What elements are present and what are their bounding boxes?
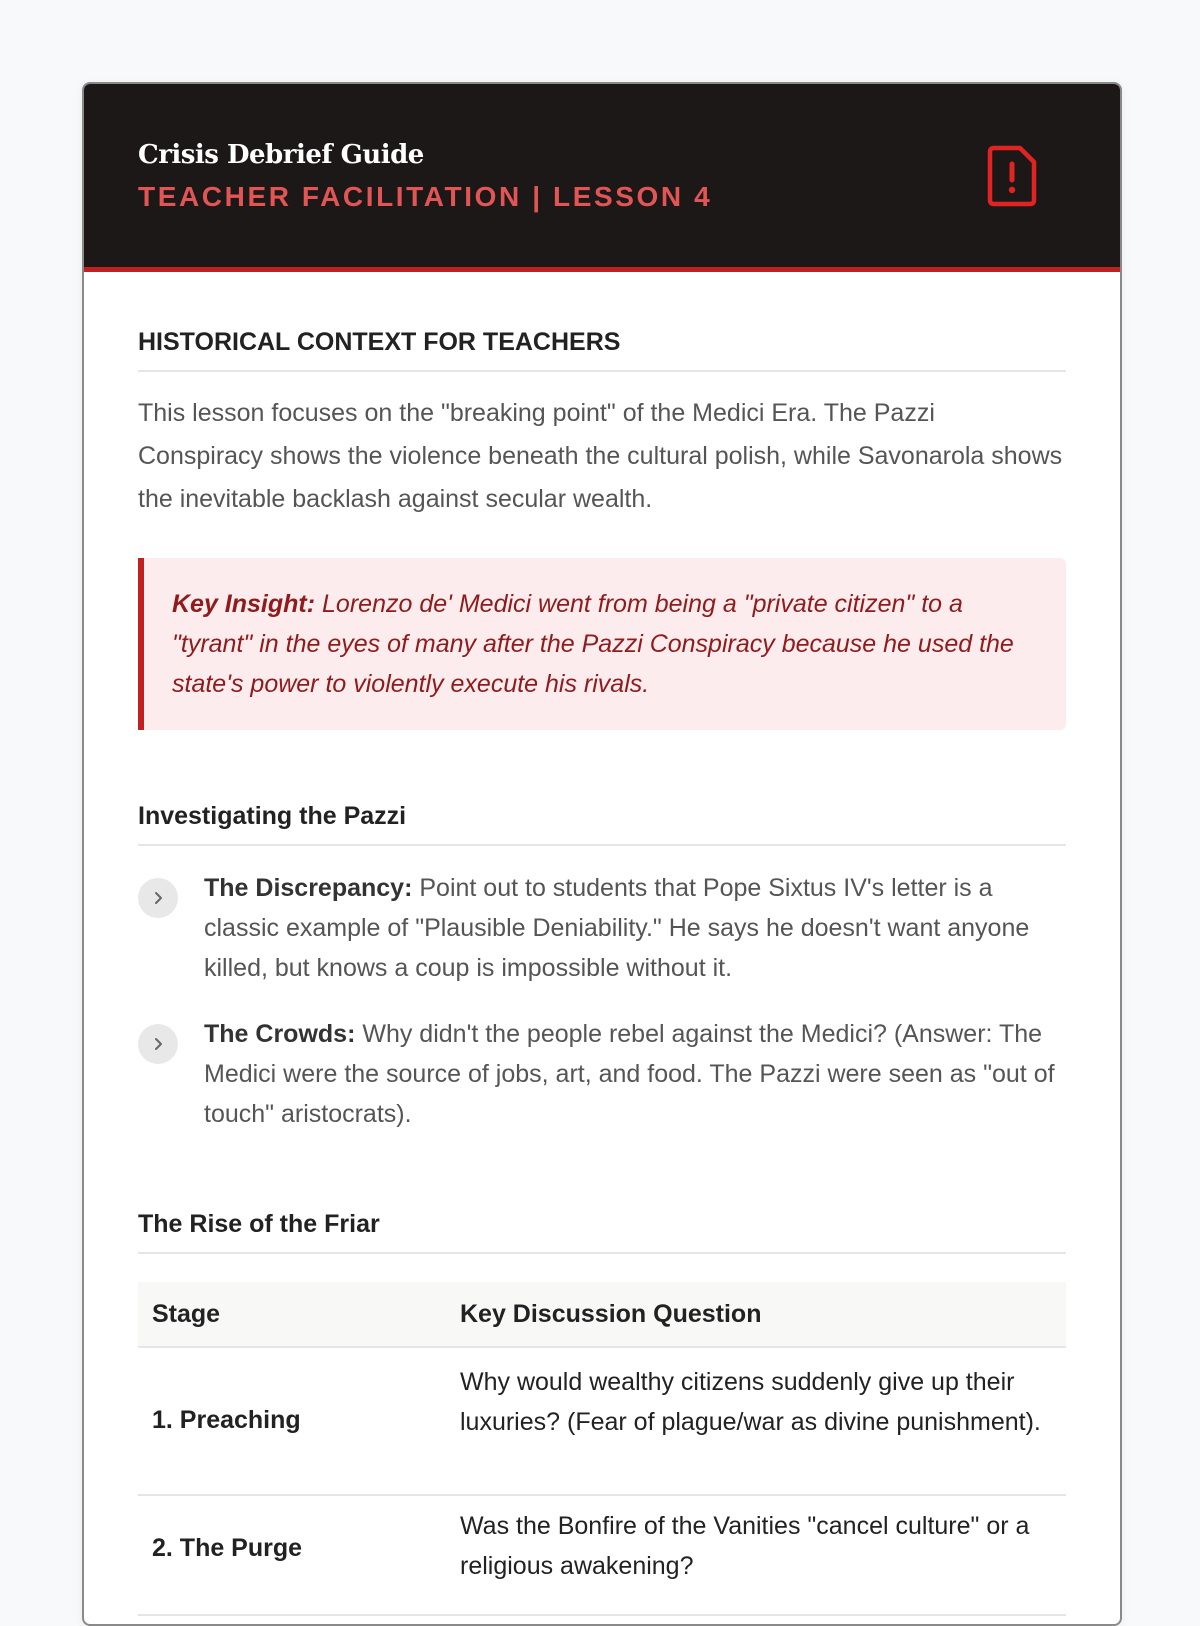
- key-insight-callout: [138, 558, 1066, 730]
- guide-subtitle: TEACHER FACILITATION | LESSON 4: [138, 181, 713, 212]
- discussion-table: [138, 1282, 1066, 1616]
- key-insight-text: Lorenzo de' Medici went from being a "private citizen" to a "tyrant" in the eyes of many after the Pazzi Conspiracy because he used the state's power to violently execute his rivals.: [172, 590, 1014, 698]
- guide-title: Crisis Debrief Guide: [138, 140, 424, 170]
- context-body: This lesson focuses on the "breaking point" of the Medici Era. The Pazzi Conspiracy shows the violence beneath the cultural polish, while Savonarola shows the inevitable backlash against secular wealth.: [138, 399, 1063, 513]
- chevron-right-icon: [138, 878, 178, 918]
- table-row: [138, 1348, 1066, 1496]
- stage-cell: 1. Preaching: [152, 1406, 301, 1434]
- context-heading: HISTORICAL CONTEXT FOR TEACHERS: [138, 328, 1066, 372]
- point-label: The Crowds:: [204, 1020, 356, 1048]
- point-text: [204, 868, 1066, 988]
- stage-cell: 2. The Purge: [152, 1534, 303, 1562]
- point-body: Why didn't the people rebel against the Medici? (Answer: The Medici were the source of jobs, art, and food. The Pazzi were seen as "out of touch" aristocrats).: [204, 1020, 1055, 1128]
- table-header: [138, 1282, 1066, 1348]
- point-body: Point out to students that Pope Sixtus IV's letter is a classic example of "Plausible Deniability." He says he doesn't want anyone killed, but knows a coup is impossible without it.: [204, 874, 1030, 982]
- point-text: [204, 1014, 1066, 1134]
- file-alert-icon: [984, 144, 1040, 208]
- guide-header: [84, 84, 1120, 272]
- key-insight-label: Key Insight:: [172, 590, 316, 618]
- point-label: The Discrepancy:: [204, 874, 413, 902]
- question-cell: Why would wealthy citizens suddenly give up their luxuries? (Fear of plague/war as divine punishment).: [460, 1368, 1041, 1436]
- column-header-stage: Stage: [152, 1300, 221, 1328]
- friar-heading: The Rise of the Friar: [138, 1210, 1066, 1254]
- chevron-right-icon: [138, 1024, 178, 1064]
- pazzi-heading: Investigating the Pazzi: [138, 802, 1066, 846]
- question-cell: Was the Bonfire of the Vanities "cancel culture" or a religious awakening?: [460, 1512, 1030, 1580]
- debrief-card: [82, 82, 1122, 1626]
- column-header-question: Key Discussion Question: [460, 1300, 762, 1328]
- table-row: [138, 1496, 1066, 1616]
